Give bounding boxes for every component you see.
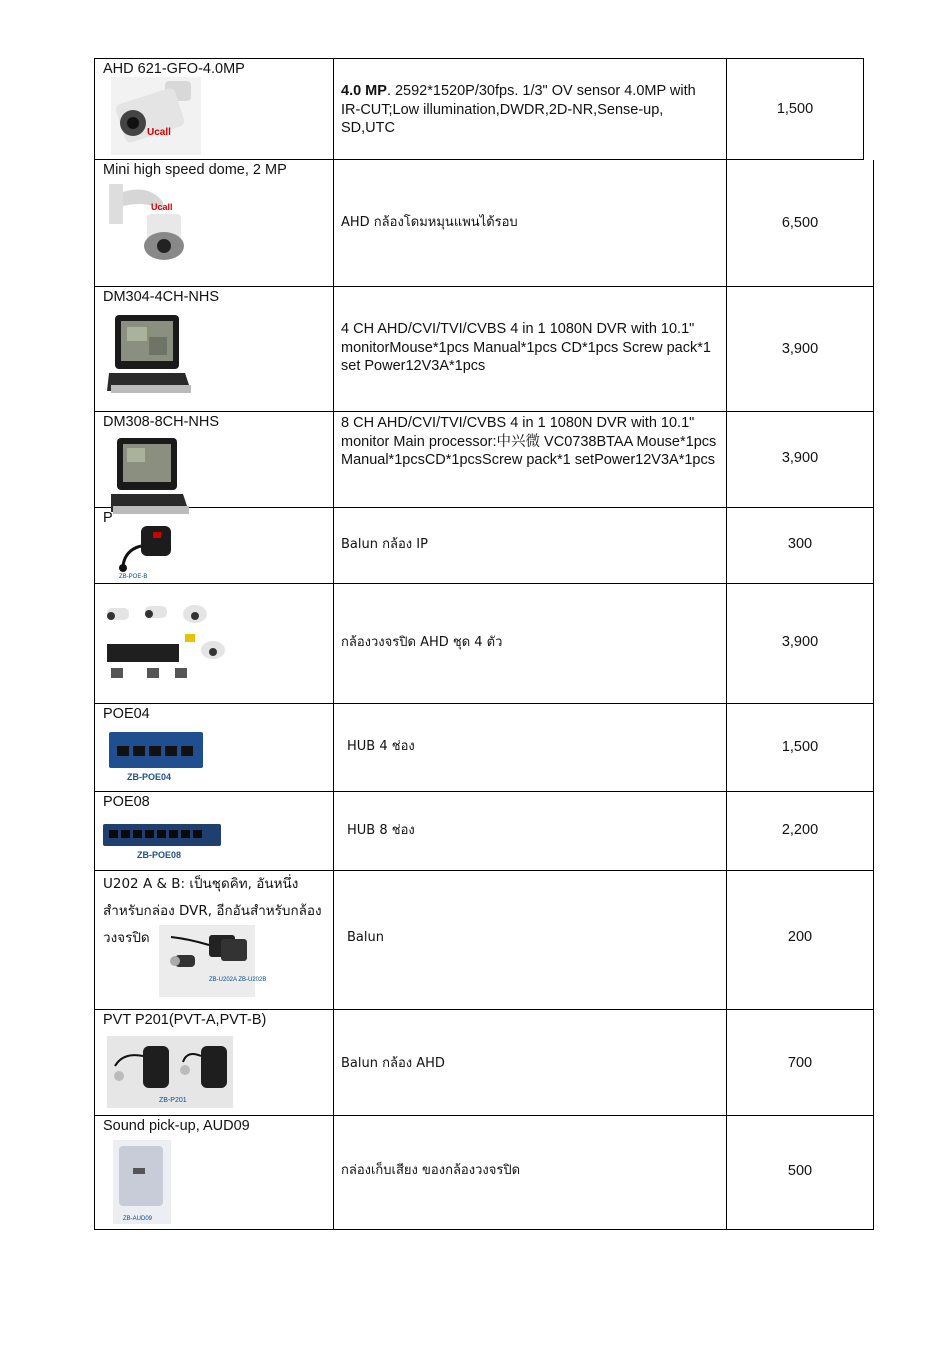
product-name: P [103,510,113,526]
product-cell [95,1116,334,1229]
product-description: Balun กล้อง IP [341,537,428,552]
product-description: 4 CH AHD/CVI/TVI/CVBS 4 in 1 1080N DVR with 10.1" monitorMouse*1pcs Manual*1pcs CD*1pcs Screw pack*1 set Power12V3A*1pcs [341,321,711,374]
price-cell [727,59,863,159]
product-cell [95,412,334,507]
product-price: 500 [787,1163,813,1179]
product-description: Balun [347,930,384,945]
product-price: 6,500 [781,215,819,231]
product-price: 300 [787,536,813,552]
product-name: AHD 621-GFO-4.0MP [103,61,245,77]
product-price: 3,900 [781,341,819,357]
product-price: 200 [787,929,813,945]
price-cell [727,792,873,870]
product-name: DM304-4CH-NHS [103,289,220,305]
speed-dome-image [109,184,189,262]
table-row [94,1116,874,1230]
table-row [94,508,874,584]
product-price: 3,900 [781,634,819,650]
price-cell [727,160,873,286]
product-description [341,414,718,470]
table-row [94,412,874,508]
poe-balun-image [117,522,187,580]
brand-label: Ucall [151,202,173,212]
description-cell [334,160,727,286]
poe-switch-image [107,730,207,782]
product-description: 4.0 MP. 2592*1520P/30fps. 1/3" OV sensor 4.0MP with IR-CUT;Low illumination,DWDR,2D-NR,Sense-up, SD,UTC [341,83,696,136]
product-name: U202 A & B: เป็นชุดคิท, อันหนึ่งสำหรับกล่อง DVR, อีกอันสำหรับกล้องวงจรปิด [103,876,322,946]
table-row [94,1010,874,1116]
product-name: Mini high speed dome, 2 MP [103,162,287,178]
product-name: POE04 [103,706,150,722]
sound-pickup-image [113,1140,171,1224]
table-row [94,584,874,704]
description-cell [334,287,727,411]
product-price: 700 [787,1055,813,1071]
product-cell [95,792,334,870]
product-name: PVT P201(PVT-A,PVT-B) [103,1012,267,1028]
product-cell [95,59,334,159]
model-label: ZB-P201 [159,1097,187,1104]
table-row [94,704,874,792]
description-cell [334,1116,727,1229]
product-cell [95,871,334,1009]
price-cell [727,412,873,507]
product-cell [95,1010,334,1115]
product-description: HUB 4 ช่อง [347,739,415,754]
table-row [94,871,874,1010]
description-cell [334,871,727,1009]
table-row [94,160,874,287]
desc-line: 8 CH AHD/CVI/TVI/CVBS 4 in 1 1080N DVR with 10.1" monitor Main processor:中兴微 VC0738BTAA Mouse*1pcs [341,415,717,450]
product-cell [95,287,334,411]
description-cell [334,584,727,703]
product-description: AHD กล้องโดมหมุนแพนได้รอบ [341,215,518,230]
product-description: กล่องเก็บเสียง ของกล้องวงจรปิด [341,1163,521,1178]
balun-pair-image [107,1036,233,1108]
product-price: 3,900 [781,450,819,466]
price-cell [727,1116,873,1229]
bullet-camera-image [111,77,201,155]
product-description: Balun กล้อง AHD [341,1056,445,1071]
desc-line: Manual*1pcsCD*1pcsScrew pack*1 setPower12V3A*1pcs [341,452,715,468]
product-description: HUB 8 ช่อง [347,823,415,838]
description-cell [334,508,727,583]
dvr-monitor-image [107,315,193,399]
table-row [94,58,864,160]
description-cell [334,1010,727,1115]
price-cell [727,871,873,1009]
table-row [94,287,874,412]
product-description: กล้องวงจรปิด AHD ชุด 4 ตัว [341,635,503,650]
table-row [94,792,874,871]
product-price: 1,500 [776,101,814,117]
product-name: DM308-8CH-NHS [103,414,220,430]
model-label: ZB-POE-B [119,574,148,580]
product-cell [95,704,334,791]
product-cell [95,508,334,583]
product-price: 2,200 [781,822,819,838]
price-cell [727,1010,873,1115]
product-price: 1,500 [781,739,819,755]
price-cell [727,704,873,791]
price-cell [727,508,873,583]
camera-kit-image [105,602,225,686]
description-cell [334,704,727,791]
description-cell [334,792,727,870]
poe-switch-image [101,822,223,862]
model-label: ZB-POE04 [127,772,172,782]
model-label: ZB-U202A ZB-U202B [209,977,267,983]
product-name: POE08 [103,794,150,810]
product-name: Sound pick-up, AUD09 [103,1118,250,1134]
price-cell [727,584,873,703]
description-cell [334,412,727,507]
desc-bold: 4.0 MP [341,83,387,99]
balun-pair-image [159,925,267,997]
price-cell [727,287,873,411]
product-cell [95,160,334,286]
brand-label: Ucall [147,127,171,138]
model-label: ZB-AUD09 [123,1216,153,1222]
model-label: ZB-POE08 [137,850,182,860]
product-cell [95,584,334,703]
dvr-monitor-image [111,438,191,516]
description-cell [334,59,727,159]
